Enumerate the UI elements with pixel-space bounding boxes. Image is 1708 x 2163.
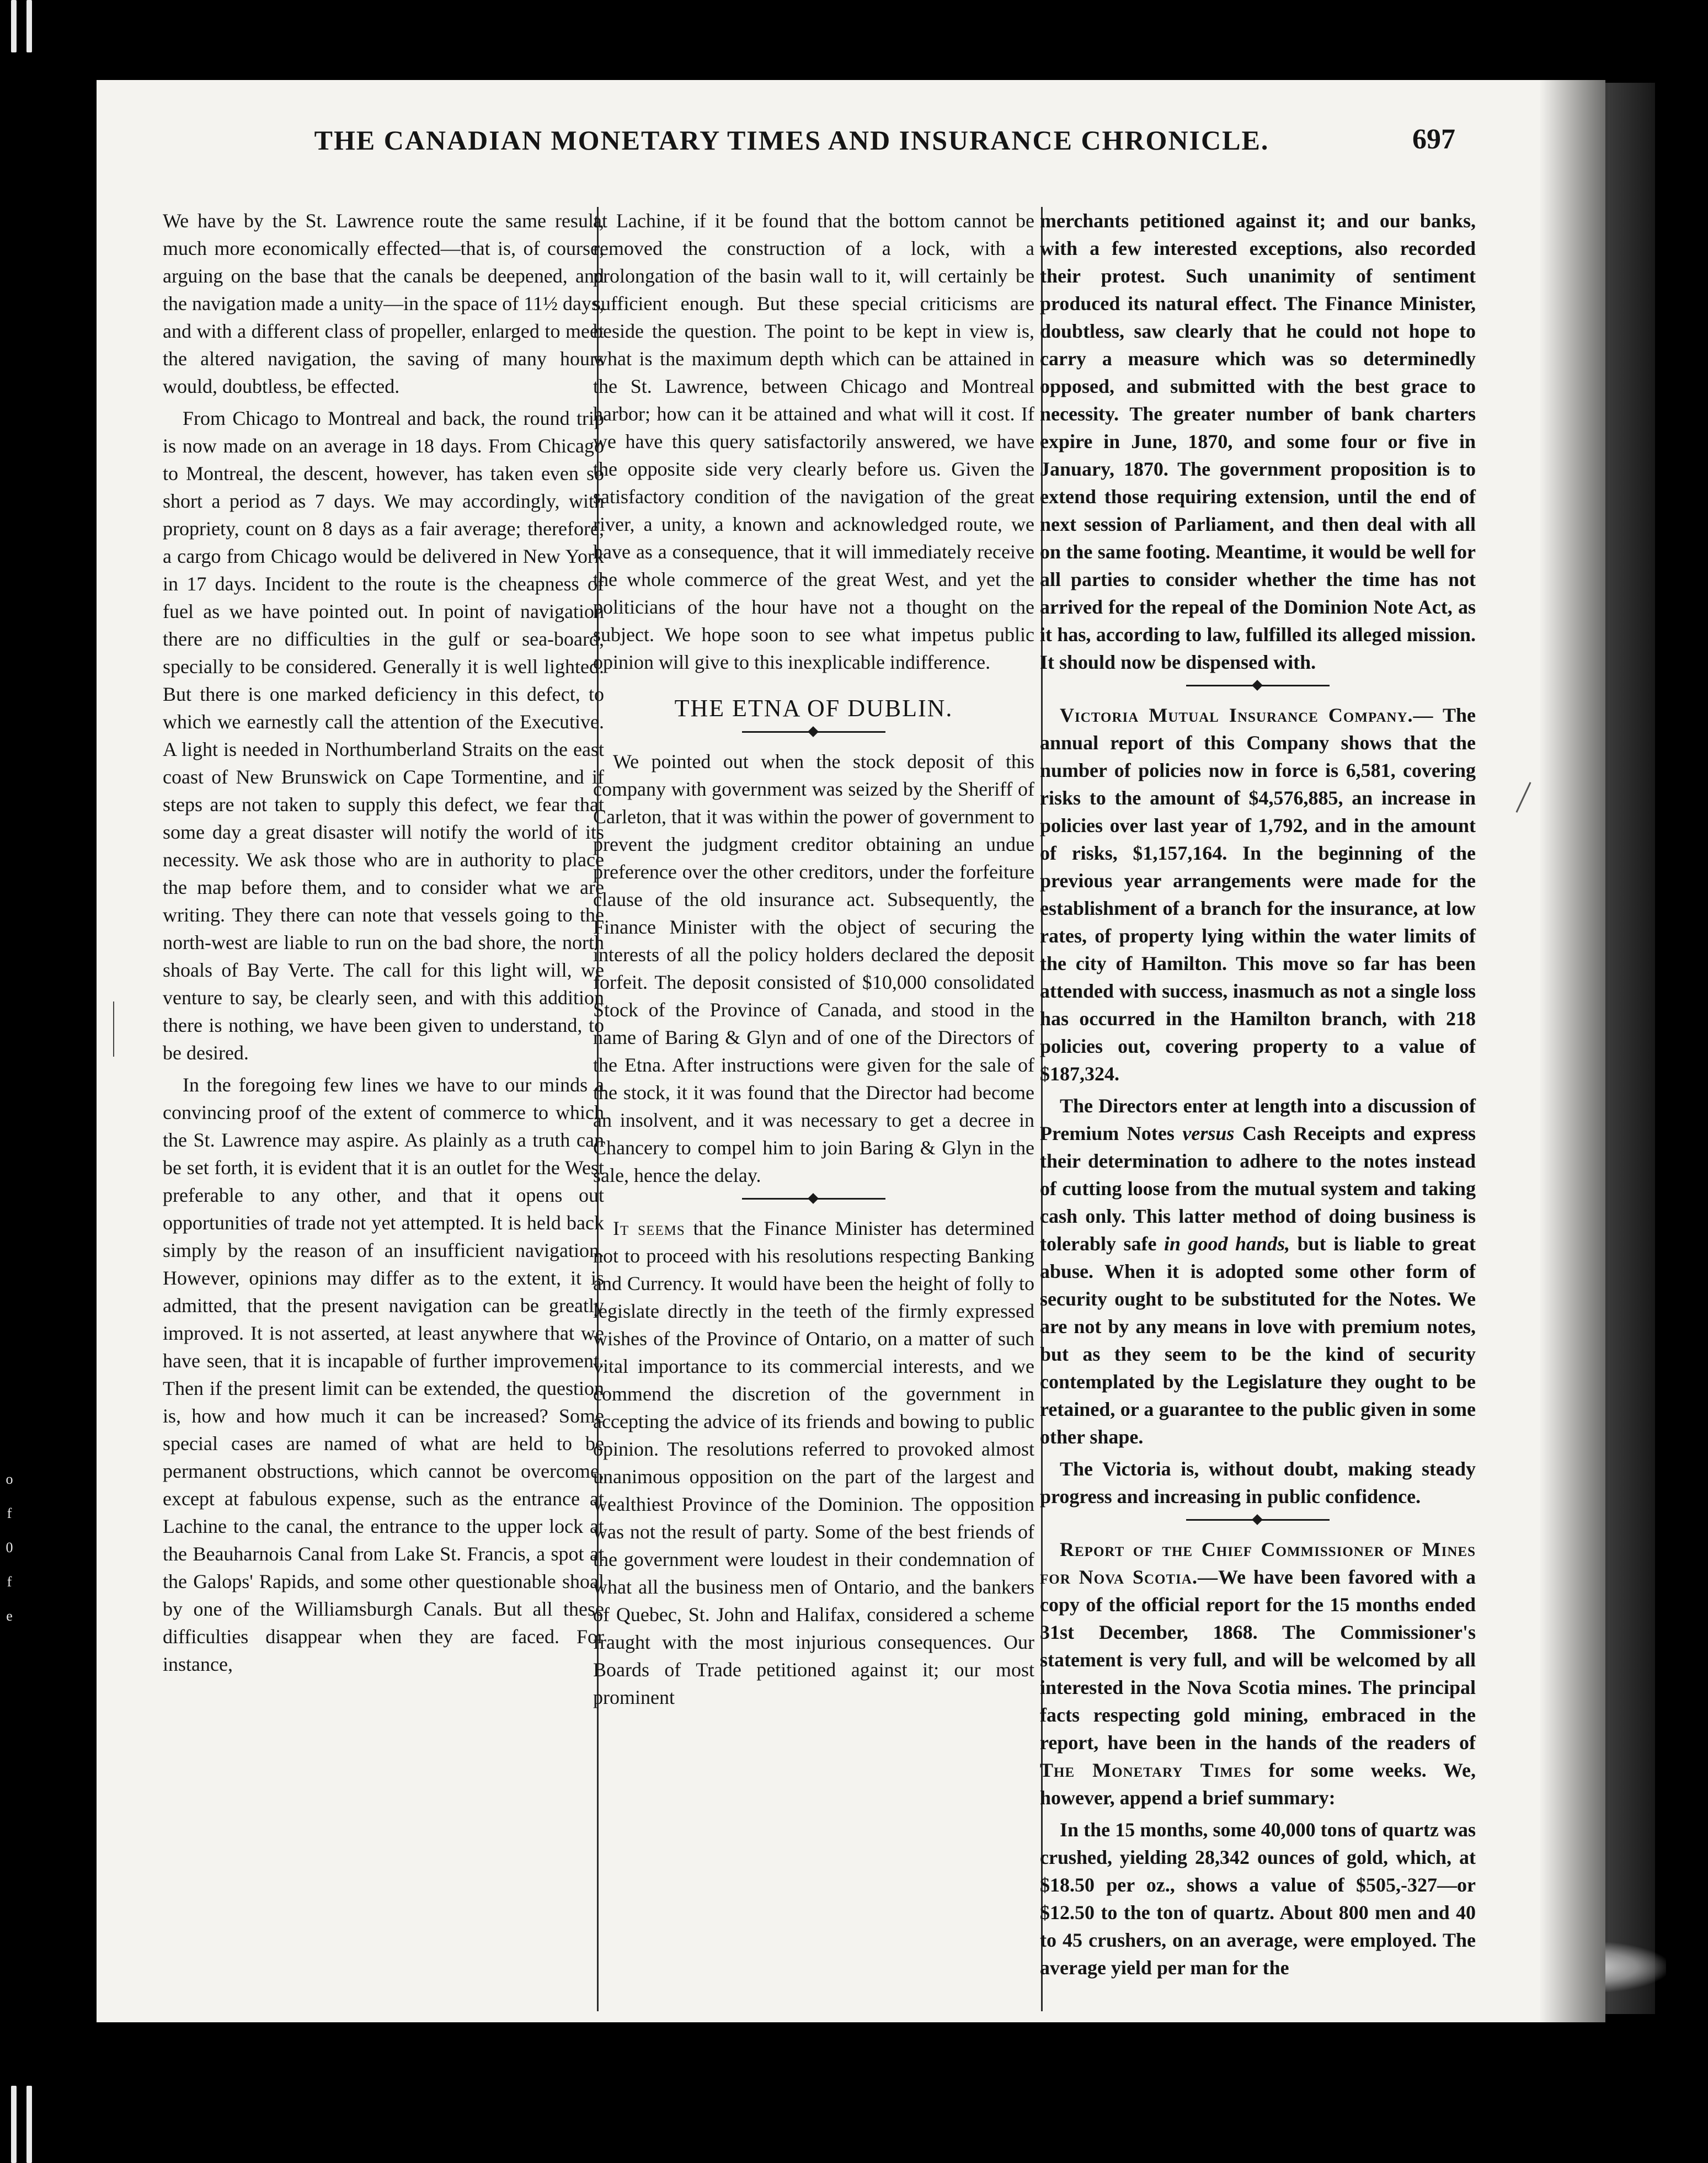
edge-letter: f	[7, 1574, 12, 1590]
italic-phrase: in good hands,	[1163, 1233, 1290, 1255]
paragraph-body: The Directors enter at length into a discussion of Premium Notes	[1040, 1095, 1476, 1144]
film-sprocket-mark	[26, 0, 32, 52]
paragraph-body: Cash Receipts and express their determination to adhere to the notes instead of cutting loose from the mutual system and taking cash only. This latter method of doing business is tolerably safe	[1040, 1122, 1476, 1255]
paragraph-body: that the Finance Minister has determined not to proceed with his resolutions respecting Banking and Currency. It would have been the height of folly to legislate directly in the teeth of the firmly expressed wishes of the Province of Ontario, on a matter of such vital importance to its commercial interests, and we commend the discretion of the government in accepting the advice of its friends and bowing to public opinion. The resolutions referred to provoked almost unanimous opposition on the part of the largest and wealthiest Province of the Dominion. The opposition was not the result of party. Some of the best friends of the government were loudest in their condemnation of what all the business men of Ontario, and the bankers of Quebec, St. John and Halifax, considered a scheme fraught with the most injurious consequences. Our Boards of Trade petitioned against it; our most prominent	[593, 1217, 1034, 1708]
victoria-article-paragraph	[1040, 701, 1476, 1088]
ornament-divider	[1186, 681, 1330, 689]
column-left	[163, 207, 604, 1682]
adjacent-page-edge-letters	[1, 1462, 18, 1633]
publication-name: The Monetary Times	[1040, 1759, 1252, 1781]
film-sprocket-mark	[26, 2086, 32, 2163]
margin-mark	[113, 1001, 114, 1057]
banking-article-paragraph	[593, 1214, 1034, 1711]
page-number: 697	[1412, 124, 1455, 155]
lead-in-words: It seems	[613, 1217, 685, 1239]
ornament-divider	[742, 1195, 885, 1202]
article-paragraph: merchants petitioned against it; and our banks, with a few interested exceptions, also recorded their protest. Such unanimity of sentiment produced its natural effect. The Finance Minister, doubtless, saw clearly that he could not hope to carry a measure which was so determinedly opposed, and submitted with the best grace to necessity. The greater number of bank charters expire in June, 1870, and some four or five in January, 1870. The government proposition is to extend those requiring extension, until the end of next session of Parliament, and then deal with all on the same footing. Meantime, it would be well for all parties to consider whether the time has not arrived for the repeal of the Dominion Note Act, as it has, according to law, fulfilled its alleged mission. It should now be dispensed with.	[1040, 210, 1476, 673]
edge-letter: 0	[6, 1539, 13, 1555]
directors-paragraph	[1040, 1092, 1476, 1451]
column-middle	[593, 207, 1034, 1716]
paragraph-body: We have been favored with a copy of the official report for the 15 months ended 31st December, 1868. The Commissioner's statement is very full, and will be welcomed by all interested in the Nova Scotia mines. The principal facts respecting gold mining, embraced in the report, have been in the hands of the readers of	[1040, 1566, 1476, 1754]
film-sprocket-mark	[11, 2086, 17, 2163]
paragraph-body: for some weeks. We, however, append a brief summary:	[1040, 1759, 1476, 1809]
paragraph-body: but is liable to great abuse. When it is adopted some other form of security ought to be substituted for the Notes. We are not by any means in love with premium notes, but as they seem to be the kind of security contemplated by the Legislature they ought to be retained, or a guarantee to the public given in some other shape.	[1040, 1233, 1476, 1448]
edge-letter: o	[6, 1471, 13, 1487]
article-paragraph: We have by the St. Lawrence route the same result, much more economically effected—that is, of course, arguing on the base that the canals be deepened, and the navigation made a unity—in the space of 11½ days, and with a different class of propeller, enlarged to meet the altered navigation, the saving of many hours would, doubtless, be effected.	[163, 210, 604, 397]
article-paragraph: In the foregoing few lines we have to our minds a convincing proof of the extent of commerce to which the St. Lawrence may aspire. As plainly as a truth can be set forth, it is evident that it is an outlet for the West preferable to any other, and that it opens out opportunities of trade not yet attempted. It is held back simply by the reason of an insufficient navigation. However, opinions may differ as to the extent, it is admitted, that the present navigation can be greatly improved. It is not asserted, at least anywhere that we have seen, that it is incapable of further improvement. Then if the present limit can be extended, the question is, how and how much it can be increased? Some special cases are named of what are held to be permanent obstructions, which cannot be overcome, except at fabulous expense, such as the entrance at Lachine to the canal, the entrance to the upper lock at the Beauharnois Canal from Lake St. Francis, a spot at the Galops' Rapids, and some other questionable shoal by one of the Williamsburgh Canals. But all these difficulties disappear when they are faced. For instance,	[163, 1074, 604, 1675]
mines-report-paragraph	[1040, 1536, 1476, 1812]
edge-letter: e	[6, 1608, 13, 1624]
newspaper-page	[97, 80, 1605, 2022]
article-heading: Victoria Mutual Insurance Company.—	[1060, 704, 1434, 726]
paragraph-body: The annual report of this Company shows that the number of policies now in force is 6,581, covering risks to the amount of $4,576,885, an increase in policies over last year of 1,792, and in the amount of risks, $1,157,164. In the beginning of the previous year arrangements were made for the establishment of a branch for the insurance, at low rates, of property lying within the water limits of the city of Hamilton. This move so far has been attended with success, inasmuch as not a single loss has occurred in the Hamilton branch, with 218 policies out, covering property to a value of $187,324.	[1040, 704, 1476, 1085]
italic-word: versus	[1182, 1122, 1235, 1144]
etna-article-paragraph: We pointed out when the stock deposit of this company with government was seized by the Sheriff of Carleton, that it was within the power of government to prevent the judgment creditor obtaining an undue preference over the other creditors, under the forfeiture clause of the old insurance act. Subsequently, the Finance Minister with the object of securing the interests of all the policy holders declared the deposit forfeit. The deposit consisted of $10,000 consolidated Stock of the Province of Canada, and stood in the name of Baring & Glyn and of one of the Directors of the Etna. After instructions were given for the sale of the stock, it it was found that the Director had become an insolvent, and it was necessary to get a decree in Chancery to compel him to join Baring & Glyn in the sale, hence the delay.	[593, 750, 1034, 1186]
article-paragraph: at Lachine, if it be found that the bottom cannot be removed the construction of a lock, with a prolongation of the basin wall to it, will certainly be sufficient enough. But these special criticisms are beside the question. The point to be kept in view is, what is the maximum depth which can be attained in the St. Lawrence, between Chicago and Montreal harbor; how can it be attained and what will it cost. If we have this query satisfactorily answered, we have the opposite side very clearly before us. Given the satisfactory condition of the navigation of the great river, a unity, a known and acknowledged route, we have as a consequence, that it will immediately receive the whole commerce of the great West, and yet the politicians of the hour have not a thought on the subject. We hope soon to see what impetus public opinion will give to this inexplicable indifference.	[593, 210, 1034, 673]
column-right	[1040, 207, 1476, 1986]
pen-mark	[1515, 782, 1531, 813]
ornament-divider	[742, 728, 885, 736]
section-title-etna: THE ETNA OF DUBLIN.	[674, 695, 953, 722]
masthead: THE CANADIAN MONETARY TIMES AND INSURANCE CHRONICLE.	[314, 125, 1269, 156]
article-heading: Report of the Chief Commissioner of Mines for Nova Scotia.—	[1040, 1538, 1476, 1588]
film-sprocket-mark	[11, 0, 17, 52]
article-paragraph: From Chicago to Montreal and back, the round trip is now made on an average in 18 days. From Chicago to Montreal, the descent, however, has taken even so short a period as 7 days. We may accordingly, with propriety, count on 8 days as a fair average; therefore, a cargo from Chicago would be delivered in New York in 17 days. Incident to the route is the cheapness of fuel as we have pointed out. In point of navigation there are no difficulties in the gulf or sea-board, specially to be considered. Generally it is well lighted. But there is one marked deficiency in this defect, to which we earnestly call the attention of the Executive. A light is needed in Northumberland Straits on the east coast of New Brunswick on Cape Tormentine, and if steps are not taken to supply this defect, we fear that some day a great disaster will notify the world of its necessity. We ask those who are in authority to place the map before them, and to consider what we are writing. They there can note that vessels going to the north-west are liable to run on the bad shore, the north shoals of Bay Verte. The call for this light will, we venture to say, be clearly seen, and with this addition there is nothing, we have been given to understand, to be desired.	[163, 407, 604, 1064]
victoria-closing-paragraph: The Victoria is, without doubt, making steady progress and increasing in public confidence.	[1040, 1458, 1476, 1507]
ornament-divider	[1186, 1516, 1330, 1523]
edge-letter: f	[7, 1505, 12, 1521]
mines-summary-paragraph: In the 15 months, some 40,000 tons of quartz was crushed, yielding 28,342 ounces of gold, which, at $18.50 per oz., shows a value of $505,-327—or $12.50 to the ton of quartz. About 800 men and 40 to 45 crushers, on an average, were employed. The average yield per man for the	[1040, 1819, 1476, 1979]
